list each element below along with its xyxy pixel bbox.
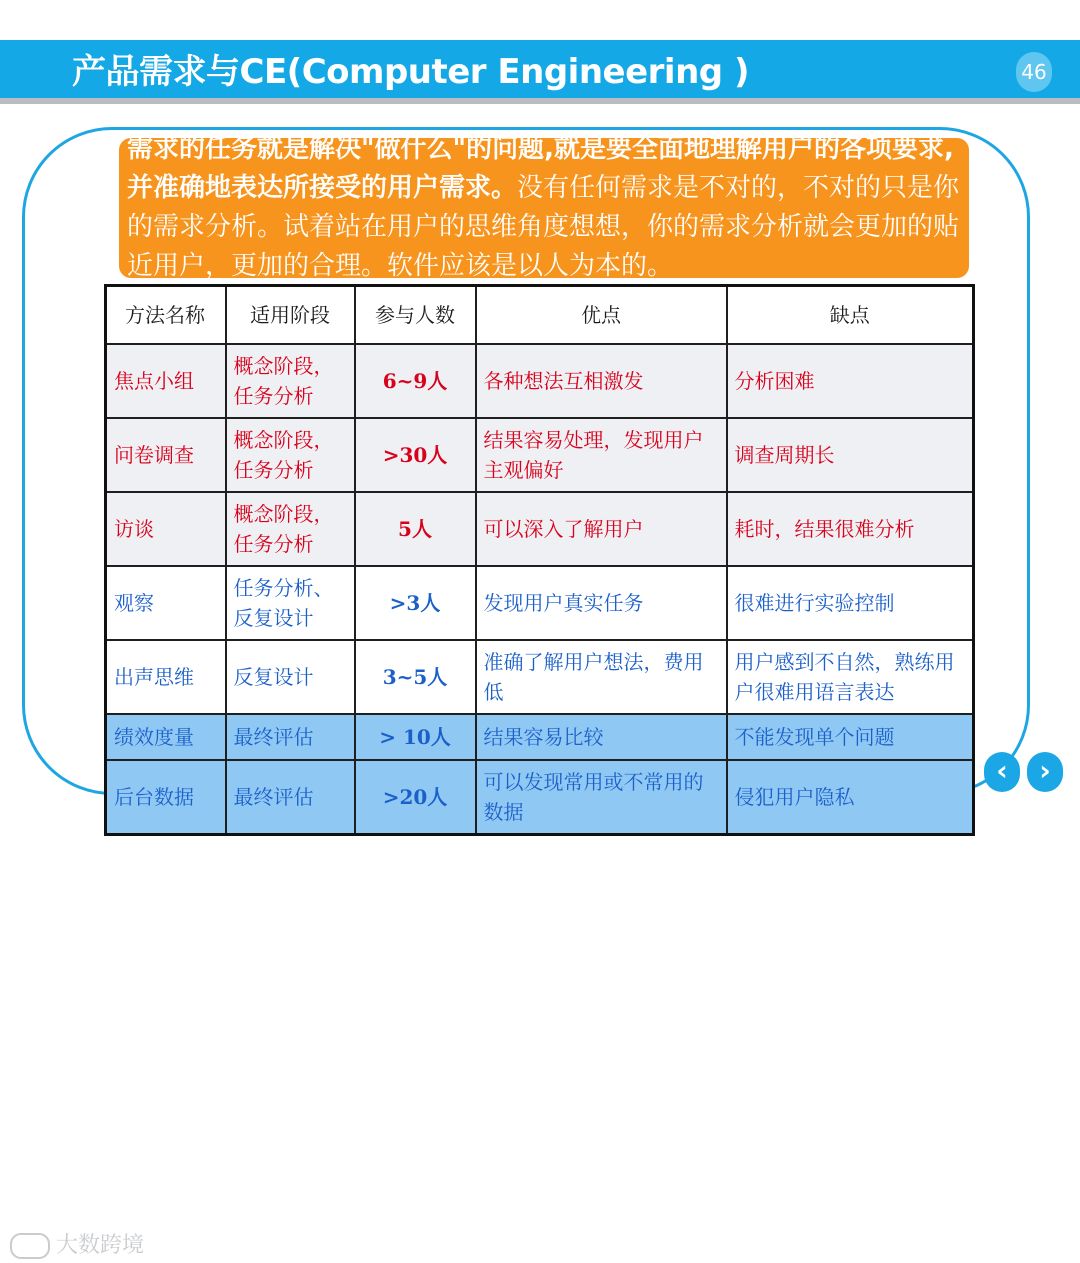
callout-paragraph [119, 130, 969, 286]
cell-people: 6~9人 [355, 344, 476, 418]
cell-cons: 很难进行实验控制 [727, 566, 974, 640]
page-number-badge: 46 [1016, 52, 1052, 92]
cell-cons: 不能发现单个问题 [727, 714, 974, 760]
col-header-method: 方法名称 [106, 286, 226, 345]
table-row [106, 344, 974, 418]
cell-method: 焦点小组 [106, 344, 226, 418]
col-header-people: 参与人数 [355, 286, 476, 345]
cell-method: 观察 [106, 566, 226, 640]
table-row [106, 714, 974, 760]
cell-stage: 反复设计 [226, 640, 355, 714]
cell-cons: 调查周期长 [727, 418, 974, 492]
cell-people: >3人 [355, 566, 476, 640]
table-row [106, 640, 974, 714]
table-row [106, 760, 974, 835]
cell-pros: 结果容易比较 [476, 714, 727, 760]
cell-cons: 耗时，结果很难分析 [727, 492, 974, 566]
cell-pros: 可以深入了解用户 [476, 492, 727, 566]
cell-stage: 任务分析、反复设计 [226, 566, 355, 640]
watermark-logo-icon [10, 1233, 50, 1259]
cell-method: 绩效度量 [106, 714, 226, 760]
col-header-stage: 适用阶段 [226, 286, 355, 345]
cell-people: > 10人 [355, 714, 476, 760]
cell-pros: 可以发现常用或不常用的数据 [476, 760, 727, 835]
cell-method: 出声思维 [106, 640, 226, 714]
cell-stage: 概念阶段，任务分析 [226, 344, 355, 418]
watermark-text: 大数跨境 [56, 1233, 145, 1258]
top-margin [0, 0, 1080, 40]
slide-title: 产品需求与CE(Computer Engineering ) [72, 52, 750, 92]
methods-table-container [104, 284, 972, 824]
cell-cons: 分析困难 [727, 344, 974, 418]
cell-stage: 概念阶段，任务分析 [226, 492, 355, 566]
callout-normal-text: 没有任何需求是不对的，不对的只是你的需求分析。试着站在用户的思维角度想想，你的需求分析就会更加的贴近用户，更加的合理。软件应该是以人为本的。 [127, 173, 960, 281]
cell-pros: 发现用户真实任务 [476, 566, 727, 640]
table-row [106, 566, 974, 640]
callout-bold-text: 需求的任务就是解决"做什么"的问题,就是要全面地理解用户的各项要求,并准确地表达所接受的用户需求。 [127, 134, 954, 203]
chevron-right-icon[interactable]: › [1027, 752, 1063, 792]
header-shadow [0, 98, 1080, 104]
cell-stage: 概念阶段，任务分析 [226, 418, 355, 492]
cell-cons: 用户感到不自然，熟练用户很难用语言表达 [727, 640, 974, 714]
col-header-cons: 缺点 [727, 286, 974, 345]
chevron-left-icon[interactable]: ‹ [984, 752, 1020, 792]
cell-method: 后台数据 [106, 760, 226, 835]
requirement-callout [119, 134, 969, 281]
cell-people: 5人 [355, 492, 476, 566]
cell-stage: 最终评估 [226, 760, 355, 835]
cell-method: 问卷调查 [106, 418, 226, 492]
cell-pros: 结果容易处理，发现用户主观偏好 [476, 418, 727, 492]
watermark [10, 1228, 144, 1259]
methods-table [104, 284, 975, 836]
cell-method: 访谈 [106, 492, 226, 566]
cell-pros: 准确了解用户想法，费用低 [476, 640, 727, 714]
cell-cons: 侵犯用户隐私 [727, 760, 974, 835]
cell-people: >20人 [355, 760, 476, 835]
table-row [106, 492, 974, 566]
cell-people: 3~5人 [355, 640, 476, 714]
table-header-row [106, 286, 974, 345]
table-row [106, 418, 974, 492]
cell-pros: 各种想法互相激发 [476, 344, 727, 418]
cell-stage: 最终评估 [226, 714, 355, 760]
cell-people: >30人 [355, 418, 476, 492]
col-header-pros: 优点 [476, 286, 727, 345]
